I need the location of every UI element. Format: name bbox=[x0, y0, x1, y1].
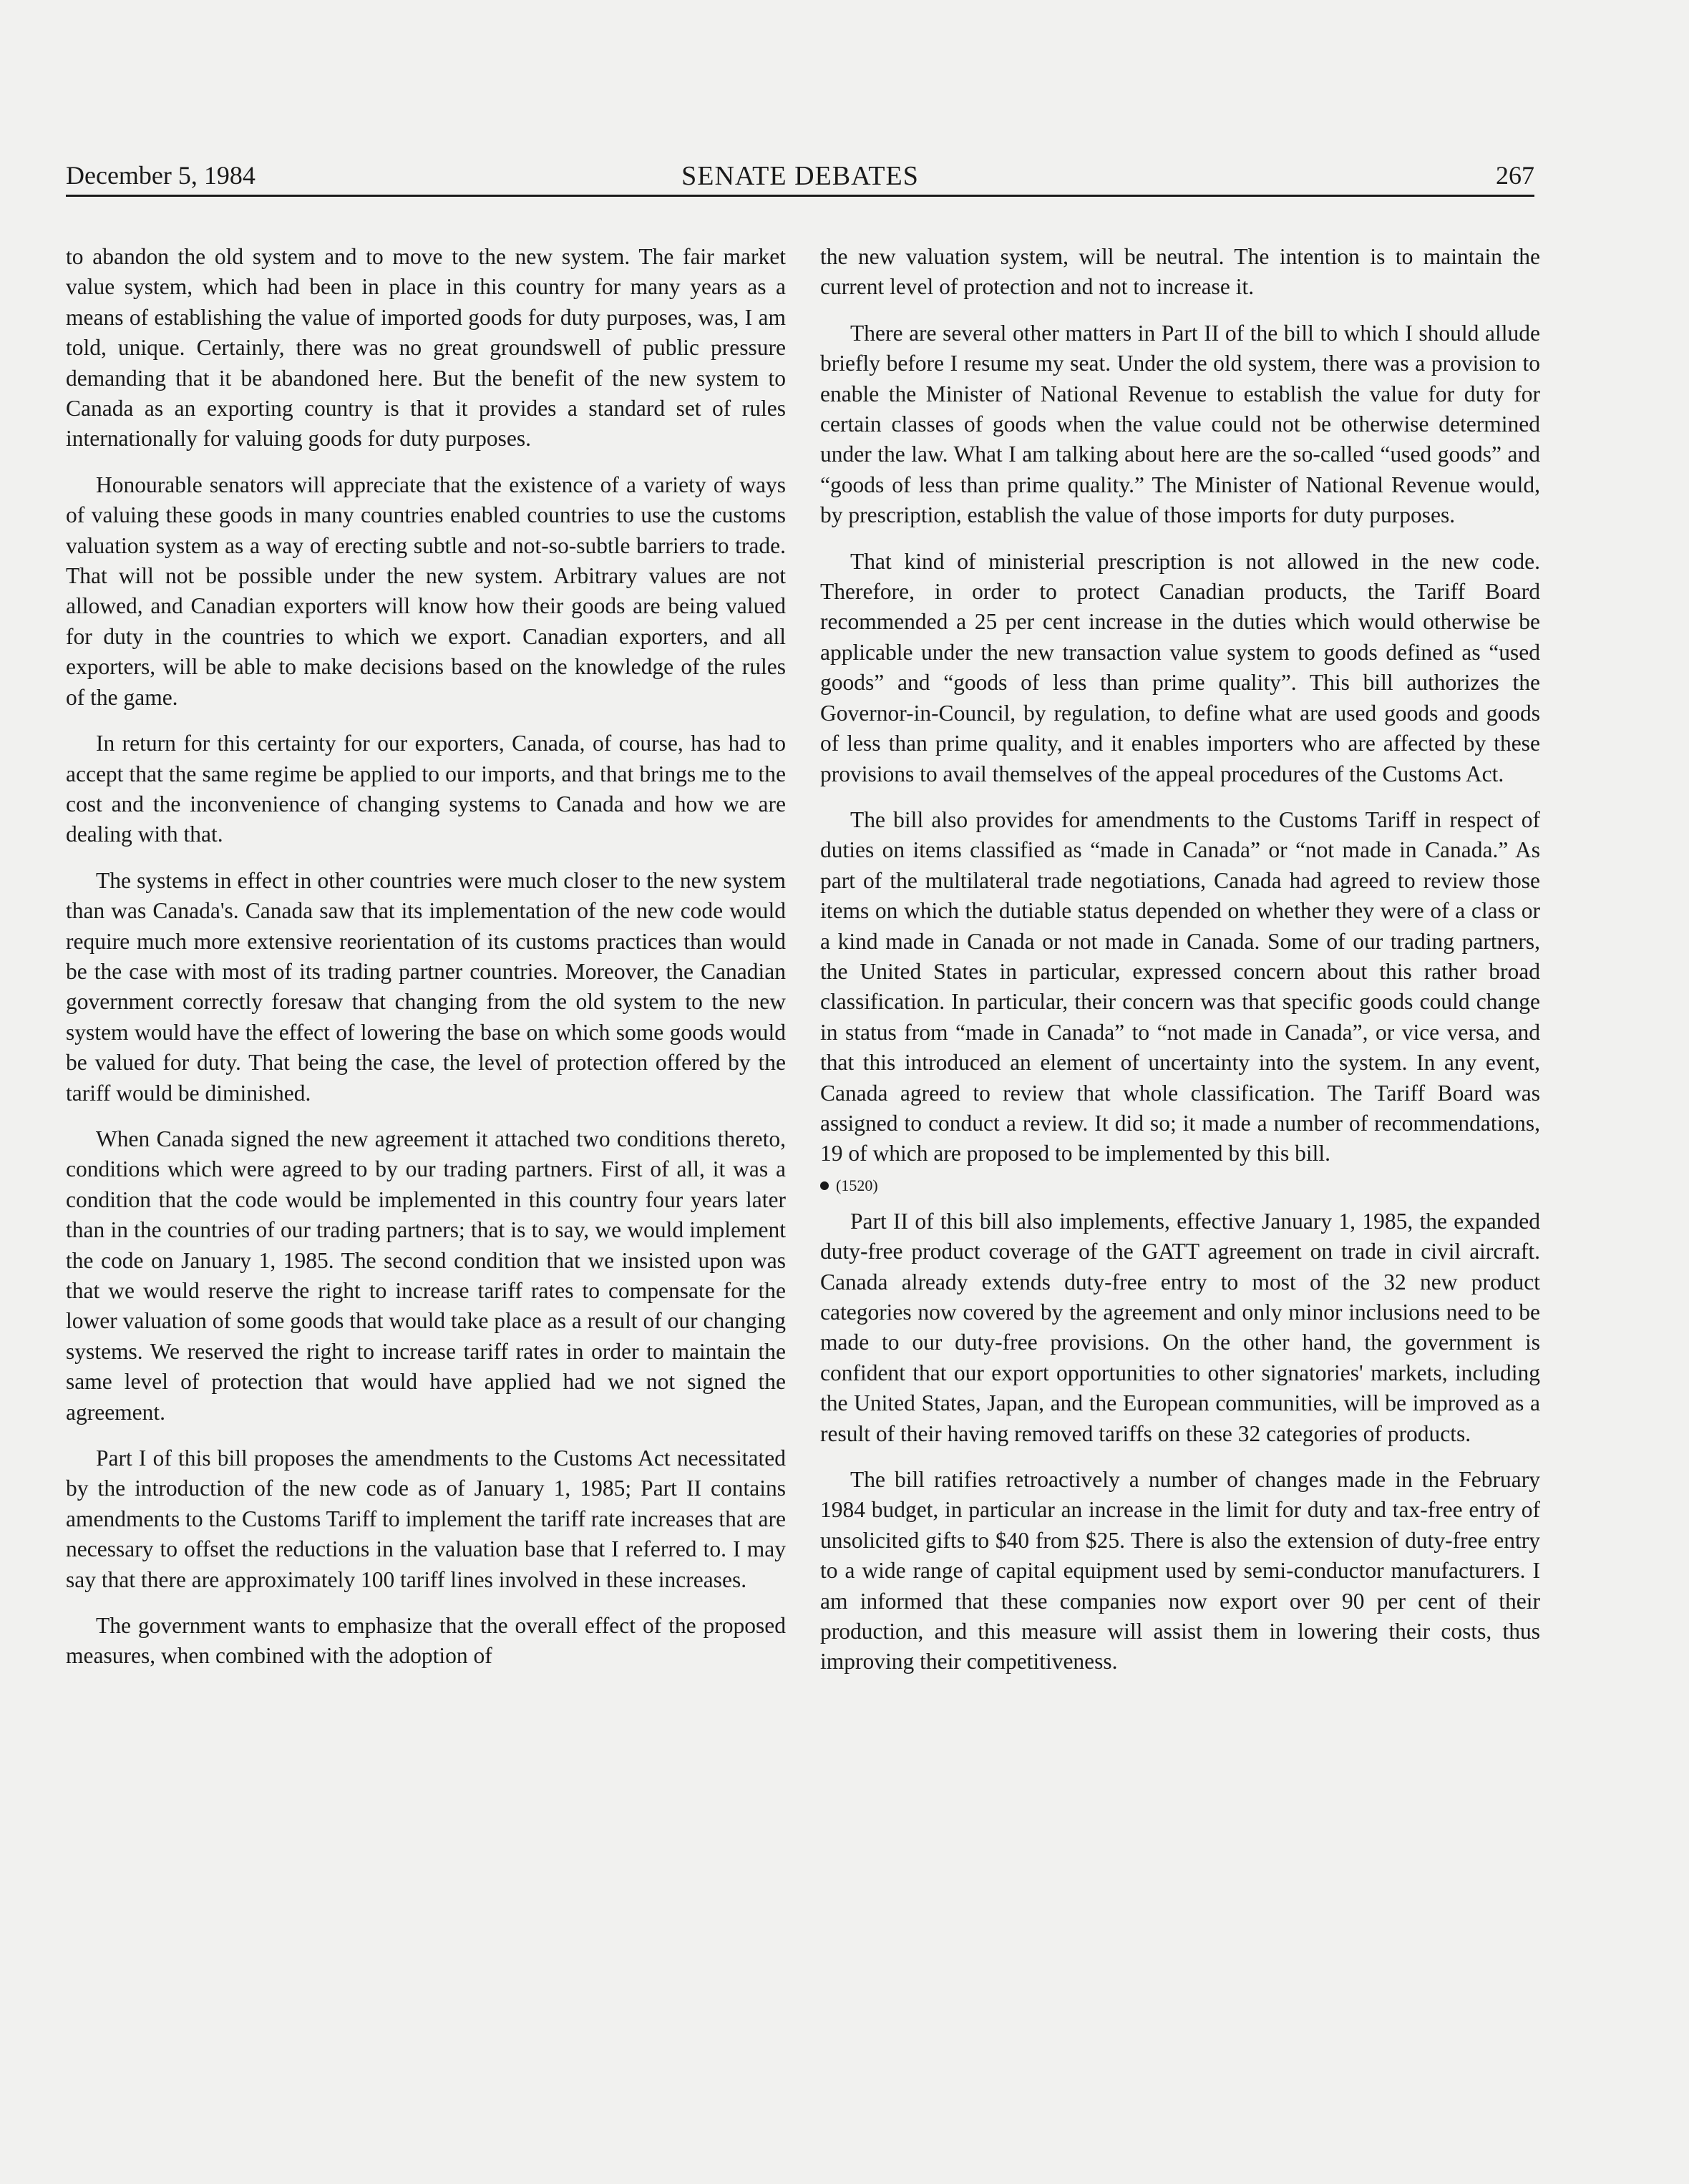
time-marker-label: (1520) bbox=[836, 1176, 878, 1194]
header-title: SENATE DEBATES bbox=[681, 161, 919, 191]
time-marker bbox=[820, 1175, 1540, 1196]
paragraph: In return for this certainty for our exporters, Canada, of course, has had to accept that the same regime be applied to our imports, and that brings me to the cost and the inconvenience of changing systems to Canada and how we are dealing with that. bbox=[66, 731, 786, 847]
paragraph: Honourable senators will appreciate that the existence of a variety of ways of valuing these goods in many countries enabled countries to use the customs valuation system as a way of erecting subtle and not-so-subtle barriers to trade. That will not be possible under the new system. Arbitrary values are not allowed, and Canadian exporters will know how their goods are being valued for duty in the countries to which we export. Canadian exporters, and all exporters, will be able to make decisions based on the knowledge of the rules of the game. bbox=[66, 472, 786, 710]
paragraph: Part II of this bill also implements, effective January 1, 1985, the expanded duty-free product coverage of the GATT agreement on trade in civil aircraft. Canada already extends duty-free entry to most of the 32 new product categories now covered by the agreement and only minor inclusions need to be made to our duty-free provisions. On the other hand, the government is confident that our export opportunities to other signatories' markets, including the United States, Japan, and the European communities, will be improved as a result of their having removed tariffs on these 32 categories of products. bbox=[820, 1208, 1540, 1446]
header-date: December 5, 1984 bbox=[66, 161, 255, 190]
page-header bbox=[66, 157, 1534, 197]
paragraph: to abandon the old system and to move to the new system. The fair market value system, which had been in place in this country for many years as a means of establishing the value of imported goods for duty purposes, was, I am told, unique. Certainly, there was no great groundswell of public pressure demanding that it be abandoned here. But the benefit of the new system to Canada as an exporting country is that it provides a standard set of rules internationally for valuing goods for duty purposes. bbox=[66, 244, 786, 452]
paragraph: the new valuation system, will be neutral. The intention is to maintain the current level of protection and not to increase it. bbox=[820, 244, 1540, 300]
bullet-icon bbox=[820, 1181, 829, 1190]
paragraph: When Canada signed the new agreement it attached two conditions thereto, conditions which were agreed to by our trading partners. First of all, it was a condition that the code would be implemented in this country four years later than in the countries of our trading partners; that is to say, we would implement the code on January 1, 1985. The second condition that we insisted upon was that we would reserve the right to increase tariff rates to compensate for the lower valuation of some goods that would take place as a result of our changing systems. We reserved the right to increase tariff rates in order to maintain the same level of protection that would have applied had we not signed the agreement. bbox=[66, 1126, 786, 1425]
right-column bbox=[820, 242, 1540, 1693]
paragraph: The government wants to emphasize that the overall effect of the proposed measures, when combined with the adoption of bbox=[66, 1613, 786, 1669]
paragraph: The bill also provides for amendments to the Customs Tariff in respect of duties on items classified as “made in Canada” or “not made in Canada.” As part of the multilateral trade negotiations, Canada had agreed to review those items on which the dutiable status depended on whether they were of a class or a kind made in Canada or not made in Canada. Some of our trading partners, the United States in particular, expressed concern about this rather broad classification. In particular, their concern was that specific goods could change in status from “made in Canada” to “not made in Canada”, or vice versa, and that this introduced an element of uncertainty into the system. In any event, Canada agreed to review that whole classification. The Tariff Board was assigned to conduct a review. It did so; it made a number of recommendations, 19 of which are proposed to be implemented by this bill. bbox=[820, 806, 1540, 1166]
paragraph: That kind of ministerial prescription is not allowed in the new code. Therefore, in order to protect Canadian products, the Tariff Board recommended a 25 per cent increase in the duties which would otherwise be applicable under the new transaction value system to goods defined as “used goods” and “goods of less than prime quality”. This bill authorizes the Governor-in-Council, by regulation, to define what are used goods and goods of less than prime quality, and it enables importers who are affected by these provisions to avail themselves of the appeal procedures of the Customs Act. bbox=[820, 548, 1540, 786]
paragraph: There are several other matters in Part II of the bill to which I should allude briefly before I resume my seat. Under the old system, there was a provision to enable the Minister of National Revenue to establish the value for duty for certain classes of goods when the value could not be otherwise determined under the law. What I am talking about here are the so-called “used goods” and “goods of less than prime quality.” The Minister of National Revenue would, by prescription, establish the value of those imports for duty purposes. bbox=[820, 320, 1540, 528]
paragraph: The bill ratifies retroactively a number of changes made in the February 1984 budget, in particular an increase in the limit for duty and tax-free entry of unsolicited gifts to $40 from $25. There is also the extension of duty-free entry to a wide range of capital equipment used by semi-conductor manufacturers. I am informed that these companies now export over 90 per cent of their production, and this measure will assist them in lowering their costs, thus improving their competitiveness. bbox=[820, 1467, 1540, 1674]
paragraph: Part I of this bill proposes the amendments to the Customs Act necessitated by the introduction of the new code as of January 1, 1985; Part II contains amendments to the Customs Tariff to implement the tariff rate increases that are necessary to offset the reductions in the valuation base that I referred to. I may say that there are approximately 100 tariff lines involved in these increases. bbox=[66, 1446, 786, 1592]
header-page-number: 267 bbox=[1496, 161, 1534, 190]
paragraph: The systems in effect in other countries were much closer to the new system than was Canada's. Canada saw that its implementation of the new code would require much more extensive reorientation of its customs practices than would be the case with most of its trading partner countries. Moreover, the Canadian government correctly foresaw that changing from the old system to the new system would have the effect of lowering the base on which some goods would be valued for duty. That being the case, the level of protection offered by the tariff would be diminished. bbox=[66, 867, 786, 1106]
left-column bbox=[66, 242, 786, 1687]
